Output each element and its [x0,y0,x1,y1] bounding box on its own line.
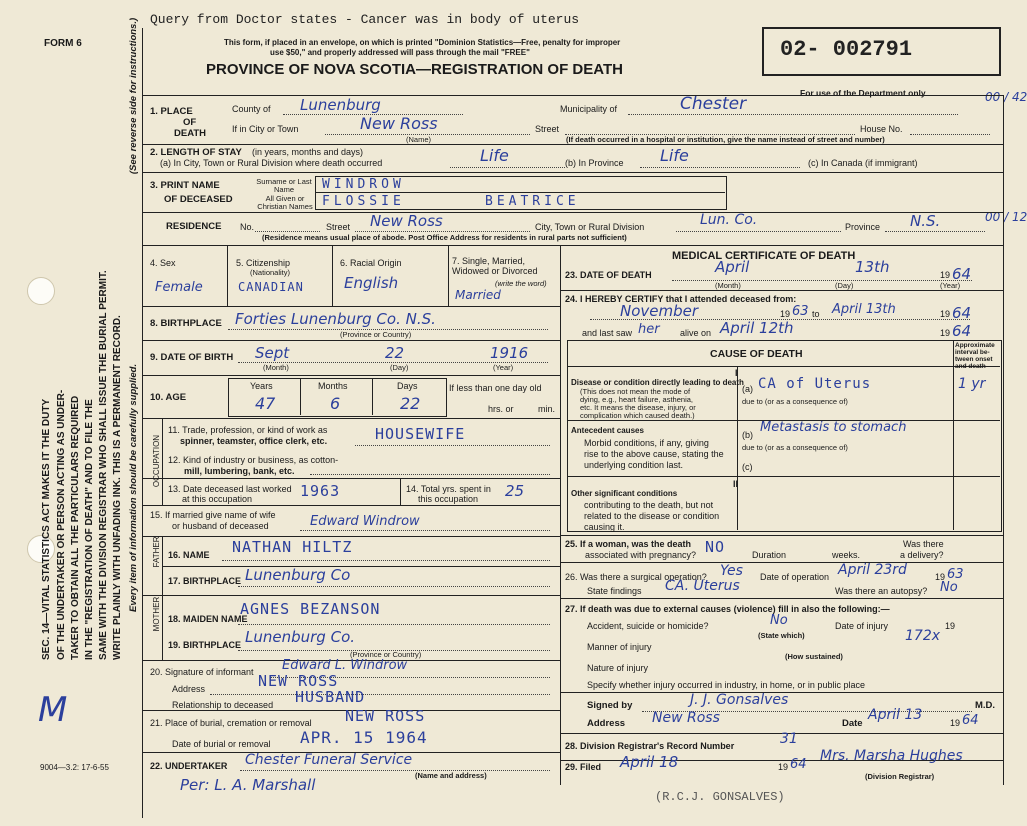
given-name-2-value: BEATRICE [485,194,580,209]
relationship-value: HUSBAND [295,688,366,706]
to-label: to [812,309,820,319]
cause-a-value: CA of Uterus [758,376,872,392]
min-label: min. [538,404,556,414]
state-which-caption: (State which) [758,631,805,640]
signed-by-label: Signed by [587,700,633,711]
burial-value: NEW ROSS [345,707,426,725]
marital-value: Married [455,288,501,302]
other-label-3: related to the disease or condition [584,511,720,521]
age-label: 10. AGE [150,392,187,403]
alive-year-value: 64 [952,322,972,340]
sign-year-value: 64 [962,713,979,728]
attended-from-year: 63 [792,304,809,319]
rule [142,340,560,341]
rule [560,535,1003,536]
informant-label: 20. Signature of informant [150,667,254,677]
age-years-label: Years [250,381,273,391]
death-label: DEATH [174,128,207,139]
stay-city-value: Life [480,146,509,165]
in-city-label: (a) In City, Town or Rural Division where death occurred [160,158,383,168]
form-number: FORM 6 [44,38,82,49]
last-worked-label: 13. Date deceased last worked [168,484,292,494]
county-value: Lunenburg [300,96,381,114]
municipality-value: Chester [680,94,747,114]
age-years-value: 47 [255,394,276,413]
pregnancy-value: NO [705,538,726,556]
rule [142,212,1003,213]
residence-label: RESIDENCE [166,221,222,232]
alive-year-prefix: 19 [940,328,951,338]
envelope-note-1: This form, if placed in an envelope, on which is printed "Dominion Statistics—Free, penalty for improper [224,38,621,47]
of-label: OF [183,117,197,128]
citizenship-label: 5. Citizenship [236,258,291,268]
morbid-label-1: Morbid conditions, if any, giving [584,438,709,448]
op-date-value: April 23rd [838,562,907,578]
injury-year-prefix: 19 [945,621,956,631]
mother-name-value: AGNES BEZANSON [240,600,381,618]
interval-a-value: 1 yr [958,376,986,392]
disease-note-1: (This does not mean the mode of [580,387,691,396]
autopsy-value: No [940,580,958,595]
name-address-caption: (Name and address) [415,771,487,780]
alive-date-value: April 12th [720,319,794,337]
surname-label: Surname or Last Name [256,177,312,194]
rule [142,536,560,537]
residence-street-value: New Ross [370,212,443,230]
rule [560,290,1003,291]
total-yrs-label-2: this occupation [418,494,479,504]
total-yrs-value: 25 [505,482,525,500]
cause-c-marker: (c) [742,462,753,472]
envelope-note-2: use $50," and properly addressed will pass through the mail "FREE" [270,48,530,57]
sign-year-prefix: 19 [950,718,961,728]
surname-value: WINDROW [322,177,405,192]
name-caption: (Name) [406,135,432,144]
cause-divider [737,366,738,530]
sex-label: 4. Sex [150,258,176,268]
disease-note-2: dying, e.g., heart failure, asthenia, [580,395,693,404]
residence-street-label: Street [326,222,351,232]
death-day-caption: (Day) [835,281,854,290]
dob-year-value: 1916 [490,344,529,362]
pregnancy-label: 25. If a woman, was the death [565,539,692,549]
rule [142,306,560,307]
age-days-value: 22 [400,394,421,413]
saw-value: her [638,322,660,337]
mark-value: 172x [905,628,941,644]
age-days-label: Days [397,381,418,391]
rule [142,478,560,479]
other-label-4: causing it. [584,522,625,532]
dob-label: 9. DATE OF BIRTH [150,352,234,363]
roman-one: I [735,368,738,378]
margin-marks-1: 00 / 42 [985,90,1027,104]
spouse-value: Edward Windrow [310,514,420,529]
filed-year-value: 64 [790,757,807,772]
province-label: Province [845,222,881,232]
age-months-value: 6 [330,394,341,413]
rule [142,595,560,596]
filed-label: 29. Filed [565,762,602,772]
injury-date-label: Date of injury [835,621,889,631]
street-label: Street [535,124,560,134]
rule [142,245,1003,246]
antecedent-label: Antecedent causes [571,426,644,435]
accident-value: No [770,613,788,628]
how-caption: (How sustained) [785,652,843,661]
autopsy-label: Was there an autopsy? [835,586,928,596]
surgery-label: 26. Was there a surgical operation? [565,572,707,582]
racial-value: English [344,274,399,292]
medical-certificate-title: MEDICAL CERTIFICATE OF DEATH [672,250,856,262]
attended-from-value: November [620,302,699,320]
occupation-label: OCCUPATION [152,434,161,488]
rule [560,598,1003,599]
rule [142,418,560,419]
relationship-label: Relationship to deceased [172,700,274,710]
prov-country-caption: (Province or Country) [340,330,412,339]
of-deceased-label: OF DECEASED [164,194,233,205]
residence-division-value: Lun. Co. [700,212,758,228]
house-no-label: House No. [860,124,903,134]
death-year-prefix: 19 [940,270,951,280]
doctor-stamp: (R.C.J. GONSALVES) [655,790,785,804]
cause-of-death-title: CAUSE OF DEATH [710,348,803,360]
registrar-value: Mrs. Marsha Hughes [820,748,963,764]
interval-divider [953,340,954,530]
death-year-value: 64 [952,265,972,283]
record-number-label: 28. Division Registrar's Record Number [565,741,735,751]
print-code: 9004—3.2: 17-6-55 [40,763,109,772]
residence-province-value: N.S. [910,212,941,230]
father-name-label: 16. NAME [168,550,210,560]
weeks-label: weeks. [832,550,861,560]
external-label: 27. If death was due to external causes (violence) fill in also the following:— [565,604,890,614]
md-address-value: New Ross [652,710,720,726]
due-to-a-label: due to (or as a consequence of) [742,397,848,406]
md-address-label: Address [587,718,626,729]
side-notice-line-8: (See reverse side for instructions.) [128,17,139,175]
place-label: 1. PLACE [150,106,193,117]
write-word-label: (write the word) [495,279,547,288]
informant-value: Edward L. Windrow [282,658,408,673]
right-border [1003,95,1004,785]
informant-address-value: NEW ROSS [258,672,339,690]
hospital-note: (If death occurred in a hospital or institution, give the name instead of street and number) [566,135,885,144]
age-divider [372,378,373,415]
filed-year-prefix: 19 [778,762,789,772]
last-worked-value: 1963 [300,482,341,500]
duration-label: Duration [752,550,787,560]
surgery-value: Yes [720,563,743,579]
rule [142,375,560,376]
interval-caption: Approximate interval be-tween onset and death [955,342,995,370]
rule [560,562,1003,563]
given-name-1-value: FLOSSIE [322,194,405,209]
sign-date-value: April 13 [868,707,923,723]
disease-note-3: etc. It means the disease, injury, or [580,403,696,412]
age-months-label: Months [318,381,348,391]
length-of-stay-label: 2. LENGTH OF STAY [150,147,242,158]
less-day-label: If less than one day old [449,383,542,393]
death-month-caption: (Month) [715,281,741,290]
findings-value: CA. Uterus [665,578,740,594]
manner-label: Manner of injury [587,642,652,652]
delivery-label: Was there [903,539,944,549]
left-border [142,28,143,818]
stay-province-value: Life [660,146,689,165]
side-notice-line-2: OF THE UNDERTAKER OR PERSON ACTING AS UNDER- [56,389,67,660]
form-title: PROVINCE OF NOVA SCOTIA—REGISTRATION OF DEATH [206,61,623,78]
findings-label: State findings [587,586,642,596]
morbid-label-3: underlying condition last. [584,460,684,470]
father-name-value: NATHAN HILTZ [232,538,353,556]
other-label-2: contributing to the death, but not [584,500,714,510]
in-province-label: (b) In Province [565,158,624,168]
birthplace-label: 8. BIRTHPLACE [150,318,222,329]
rule [567,476,1000,477]
age-divider [300,378,301,415]
certify-label: 24. I HEREBY CERTIFY that I attended deceased from: [565,294,797,304]
burial-date-label: Date of burial or removal [172,739,271,749]
disease-note-4: complication which caused death.) [580,411,695,420]
racial-label: 6. Racial Origin [340,258,402,268]
trade-label: 11. Trade, profession, or kind of work as [168,425,328,435]
total-yrs-label: 14. Total yrs. spent in [406,484,491,494]
other-conditions-label: Other significant conditions [571,489,678,498]
registration-number: 02- 002791 [780,37,913,62]
rule [142,95,1003,96]
years-months-label: (in years, months and days) [252,147,364,157]
dob-day-caption: (Day) [390,363,409,372]
industry-label: 12. Kind of industry or business, as cotton- [168,455,339,465]
mother-birth-value: Lunenburg Co. [245,628,356,646]
morbid-label-2: rise to the above cause, stating the [584,449,724,459]
rule [567,366,1000,367]
residence-no-label: No. [240,222,255,232]
dob-month-value: Sept [255,344,290,362]
rule [162,566,560,567]
division-registrar-caption: (Division Registrar) [865,772,935,781]
item14-divider [400,478,401,505]
to-year-prefix: 19 [940,309,951,319]
sex-value: Female [155,280,203,295]
marital-label: 7. Single, Married, Widowed or Divorced [452,256,538,276]
attended-from-prefix: 19 [780,309,791,319]
op-year-value: 63 [947,567,964,582]
citizenship-value: CANADIAN [238,280,304,294]
city-value: New Ross [360,114,438,133]
dob-day-value: 22 [385,344,405,362]
attended-to-value: April 13th [832,302,896,317]
mother-label: MOTHER [152,596,161,632]
death-month-value: April [715,258,750,276]
due-to-b-label: due to (or as a consequence of) [742,443,848,452]
racial-divider [448,245,449,306]
specify-label: Specify whether injury occurred in industry, in home, or in public place [587,680,865,690]
signed-value: J. J. Gonsalves [690,692,789,708]
rule [142,505,560,506]
trade-label-2: spinner, teamster, office clerk, etc. [180,436,328,446]
death-day-value: 13th [855,258,890,276]
and-last-saw-label: and last saw [582,328,633,338]
father-birth-value: Lunenburg Co [245,566,351,584]
industry-label-2: mill, lumbering, bank, etc. [184,466,295,476]
citizenship-divider [332,245,333,306]
nature-label: Nature of injury [587,663,649,673]
query-note: Query from Doctor states - Cancer was in body of uterus [150,12,580,27]
print-name-label: 3. PRINT NAME [150,180,220,191]
dept-use-label: For use of the Department only [800,88,926,98]
in-canada-label: (c) In Canada (if immigrant) [808,158,918,168]
nationality-label: (Nationality) [250,268,291,277]
undertaker-per-value: Per: L. A. Marshall [180,776,316,794]
mother-prov-caption: (Province or Country) [350,650,422,659]
attended-to-year: 64 [952,304,972,322]
md-label: M.D. [975,700,996,711]
spouse-label-2: or husband of deceased [172,521,269,531]
date-label: Date [842,718,863,729]
city-town-label: If in City or Town [232,124,299,134]
side-notice-line-3: TAKER TO OBTAIN ALL THE PARTICULARS REQUIRED [70,395,81,660]
trade-value: HOUSEWIFE [375,425,466,443]
side-notice-line-5: SAME WITH THE DIVISION REGISTRAR WHO SHALL ISSUE THE BURIAL PERMIT. [98,270,109,660]
side-notice-line-6: WRITE PLAINLY WITH UNFADING INK. THIS IS A PERMANENT RECORD. [112,315,123,660]
death-year-caption: (Year) [940,281,961,290]
mother-birth-label: 19. BIRTHPLACE [168,640,242,650]
side-notice-line-4: IN THE "REGISTRATION OF DEATH" AND TO FILE THE [84,399,95,660]
mother-name-label: 18. MAIDEN NAME [168,614,248,624]
hrs-label: hrs. or [488,404,514,414]
filed-date-value: April 18 [620,753,679,771]
accident-label: Accident, suicide or homicide? [587,621,709,631]
spouse-label: 15. If married give name of wife [150,510,276,520]
county-label: County of [232,104,271,114]
delivery-label-2: a delivery? [900,550,944,560]
undertaker-label: 22. UNDERTAKER [150,761,228,771]
birthplace-value: Forties Lunenburg Co. N.S. [235,310,436,328]
dob-month-caption: (Month) [263,363,289,372]
given-names-label: All Given or Christian Names [257,194,313,211]
cause-b-marker: (b) [742,430,753,440]
burial-label: 21. Place of burial, cremation or removal [150,718,312,728]
rule [315,192,725,193]
record-number-value: 31 [780,731,798,747]
op-date-label: Date of operation [760,572,830,582]
margin-marks-2: 00 / 12 [985,210,1027,224]
margin-scribble: M [38,690,68,730]
father-birth-label: 17. BIRTHPLACE [168,576,242,586]
last-worked-label-2: at this occupation [182,494,253,504]
alive-on-label: alive on [680,328,712,338]
roman-two: II [733,479,739,489]
undertaker-value: Chester Funeral Service [245,752,413,768]
date-of-death-label: 23. DATE OF DEATH [565,270,652,280]
column-divider [560,245,561,785]
rule [142,144,1003,145]
municipality-label: Municipality of [560,104,618,114]
city-rural-label: City, Town or Rural Division [535,222,645,232]
cause-a-marker: (a) [742,384,753,394]
sex-divider [227,245,228,306]
side-notice-line-7: Every item of information should be carefully supplied. [128,363,139,612]
residence-note: (Residence means usual place of abode. Post Office Address for residents in rural parts not sufficient) [262,233,627,242]
disease-label: Disease or condition directly leading to death [571,378,744,387]
father-label: FATHER [152,536,161,568]
burial-date-value: APR. 15 1964 [300,728,428,747]
cause-b-value: Metastasis to stomach [760,420,907,435]
side-notice-line-1: SEC. 14—VITAL STATISTICS ACT MAKES IT THE DUTY [41,398,52,660]
pregnancy-label-2: associated with pregnancy? [585,550,697,560]
dob-year-caption: (Year) [493,363,514,372]
op-year-prefix: 19 [935,572,946,582]
informant-address-label: Address [172,684,206,694]
rule [142,172,1003,173]
